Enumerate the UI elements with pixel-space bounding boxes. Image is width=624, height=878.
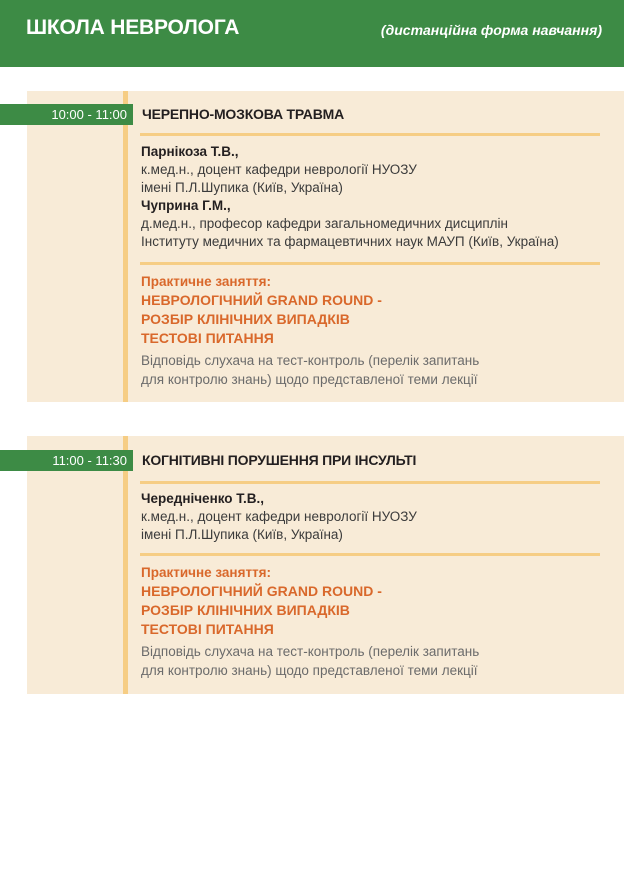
speakers-list xyxy=(141,490,621,544)
speaker-affiliation: імені П.Л.Шупика (Київ, Україна) xyxy=(141,527,343,542)
practical-note: Відповідь слухача на тест-контроль (перелік запитань xyxy=(141,353,480,368)
practical-note: Відповідь слухача на тест-контроль (перелік запитань xyxy=(141,644,480,659)
practical-section xyxy=(141,564,621,680)
speaker-affiliation: д.мед.н., професор кафедри загальномедичних дисциплін xyxy=(141,216,509,231)
speakers-list xyxy=(141,143,621,251)
session-vertical-bar xyxy=(123,91,128,402)
speaker-affiliation: імені П.Л.Шупика (Київ, Україна) xyxy=(141,180,343,195)
page-header xyxy=(0,0,624,67)
session-block xyxy=(27,91,624,402)
session-topic: КОГНІТИВНІ ПОРУШЕННЯ ПРИ ІНСУЛЬТІ xyxy=(142,452,417,468)
session-topic: ЧЕРЕПНО-МОЗКОВА ТРАВМА xyxy=(142,106,344,122)
practical-label: Практичне заняття: xyxy=(141,274,272,289)
practical-title: РОЗБІР КЛІНІЧНИХ ВИПАДКІВ xyxy=(141,311,350,327)
practical-title: НЕВРОЛОГІЧНИЙ GRAND ROUND - xyxy=(141,292,382,308)
practical-title: НЕВРОЛОГІЧНИЙ GRAND ROUND - xyxy=(141,583,382,599)
practical-section xyxy=(141,273,621,389)
session-block xyxy=(27,436,624,694)
divider xyxy=(140,553,600,556)
page-subtitle: (дистанційна форма навчання) xyxy=(380,22,602,38)
speaker-name: Чуприна Г.М., xyxy=(141,198,231,213)
time-badge: 10:00 - 11:00 xyxy=(0,104,133,125)
speaker-affiliation: к.мед.н., доцент кафедри неврології НУОЗУ xyxy=(141,162,417,177)
practical-note: для контролю знань) щодо представленої теми лекції xyxy=(141,663,478,678)
session-vertical-bar xyxy=(123,436,128,694)
time-badge: 11:00 - 11:30 xyxy=(0,450,133,471)
speaker-name: Чередніченко Т.В., xyxy=(141,491,265,506)
practical-title: ТЕСТОВІ ПИТАННЯ xyxy=(141,621,274,637)
speaker-affiliation: к.мед.н., доцент кафедри неврології НУОЗУ xyxy=(141,509,417,524)
divider xyxy=(140,262,600,265)
divider xyxy=(140,133,600,136)
divider xyxy=(140,481,600,484)
practical-title: ТЕСТОВІ ПИТАННЯ xyxy=(141,330,274,346)
practical-note: для контролю знань) щодо представленої теми лекції xyxy=(141,372,478,387)
practical-label: Практичне заняття: xyxy=(141,565,272,580)
speaker-name: Парнікоза Т.В., xyxy=(141,144,239,159)
practical-title: РОЗБІР КЛІНІЧНИХ ВИПАДКІВ xyxy=(141,602,350,618)
page-title: ШКОЛА НЕВРОЛОГА xyxy=(26,16,240,39)
speaker-affiliation: Інституту медичних та фармацевтичних наук МАУП (Київ, Україна) xyxy=(141,234,559,249)
